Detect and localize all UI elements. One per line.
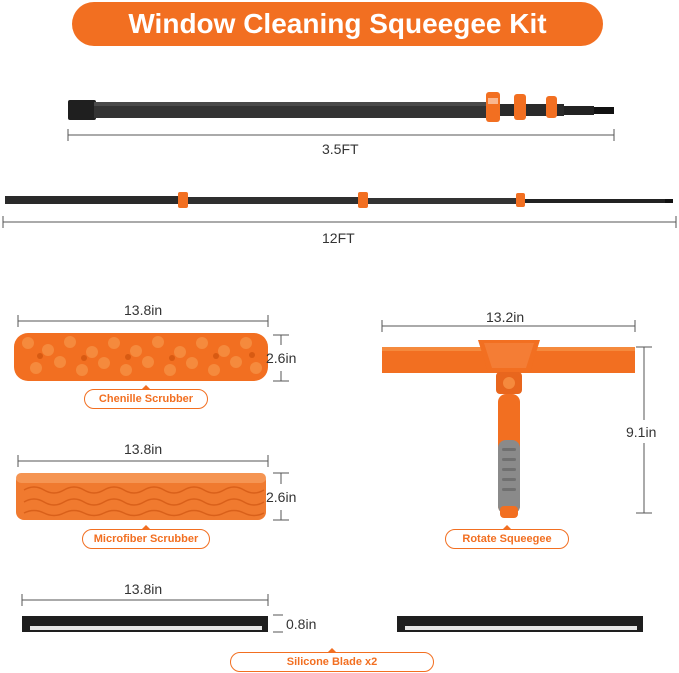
microfiber-width: 13.8in (124, 441, 163, 457)
silicone-blade-left (22, 616, 268, 632)
long-pole-length: 12FT (322, 230, 355, 246)
blade-label-text: Silicone Blade x2 (286, 656, 378, 668)
squeegee-width: 13.2in (486, 309, 525, 325)
chenille-height: 2.6in (266, 350, 297, 366)
chenille-label-text: Chenille Scrubber (98, 393, 194, 405)
chenille-width: 13.8in (124, 302, 163, 318)
microfiber-scrubber (16, 473, 266, 520)
page-title: Window Cleaning Squeegee Kit (72, 2, 603, 46)
blade-label (230, 652, 434, 672)
blade-height: 0.8in (286, 616, 317, 632)
microfiber-label (82, 529, 210, 549)
microfiber-label-text: Microfiber Scrubber (93, 533, 199, 545)
squeegee-label (445, 529, 569, 549)
chenille-scrubber (14, 333, 268, 381)
chenille-label (84, 389, 208, 409)
long-pole-dimension (3, 216, 676, 228)
long-pole (5, 192, 673, 208)
microfiber-height: 2.6in (266, 489, 297, 505)
squeegee-label-text: Rotate Squeegee (462, 533, 552, 545)
short-pole (68, 92, 614, 122)
squeegee-height: 9.1in (626, 424, 657, 440)
blade-width: 13.8in (124, 581, 163, 597)
short-pole-dimension (68, 129, 614, 141)
silicone-blade-right (397, 616, 643, 632)
rotate-squeegee (382, 340, 635, 518)
short-pole-length: 3.5FT (322, 141, 359, 157)
